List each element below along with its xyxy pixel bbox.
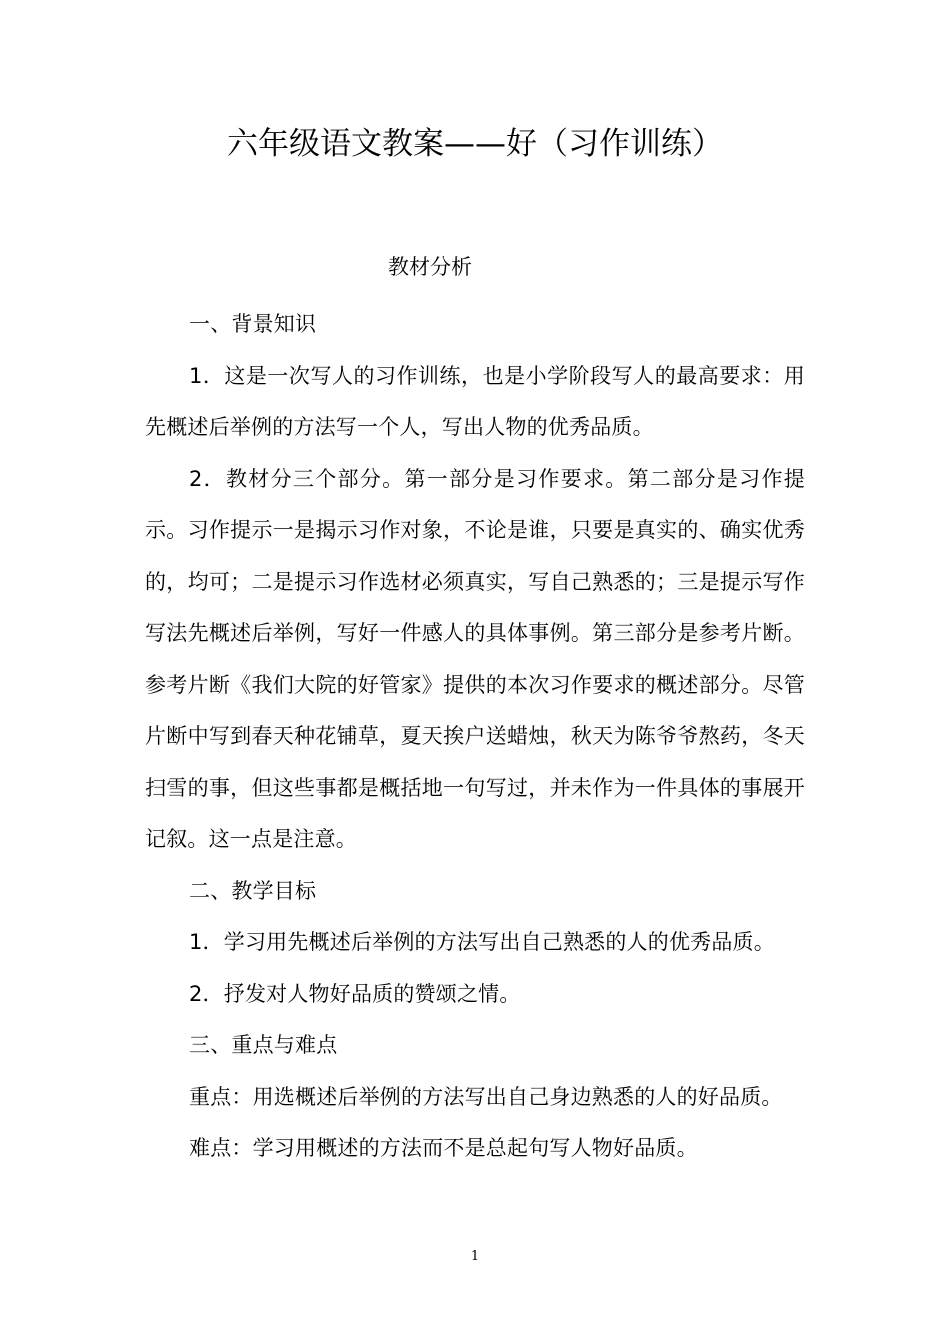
paragraph-background-1: 1．这是一次写人的习作训练，也是小学阶段写人的最高要求：用先概述后举例的方法写一个人，写出人物的优秀品质。 (145, 363, 805, 439)
paragraph-key-point: 重点：用选概述后举例的方法写出自己身边熟悉的人的好品质。 (189, 1084, 783, 1109)
paragraph-difficult-point: 难点：学习用概述的方法而不是总起句写人物好品质。 (189, 1136, 698, 1160)
paragraph-background-2: 2．教材分三个部分。第一部分是习作要求。第二部分是习作提示。习作提示一是揭示习作对象，不论是谁，只要是真实的、确实优秀的，均可；二是提示习作选材必须真实，写自己熟悉的；三是提示写作写法先概述后举例，写好一件感人的具体事例。第三部分是参考片断。参考片断《我们大院的好管家》提供的本次习作要求的概述部分。尽管片断中写到春天种花铺草，夏天挨户送蜡烛，秋天为陈爷爷熬药，冬天扫雪的事，但这些事都是概括地一句写过，并未作为一件具体的事展开记叙。这一点是注意。 (145, 466, 805, 851)
heading-key-points: 三、重点与难点 (189, 1033, 338, 1057)
page-number: 1 (470, 1249, 480, 1264)
document-title: 六年级语文教案——好（习作训练） (227, 126, 723, 162)
document-body (145, 299, 805, 1175)
heading-teaching-goals: 二、教学目标 (189, 878, 317, 903)
section-heading-text: 教材分析 (388, 255, 472, 279)
paragraph-goal-2: 2．抒发对人物好品质的赞颂之情。 (189, 981, 521, 1006)
paragraph-goal-1: 1．学习用先概述后举例的方法写出自己熟悉的人的优秀品质。 (189, 930, 775, 954)
section-heading (0, 250, 950, 284)
heading-background-knowledge: 一、背景知识 (189, 312, 317, 336)
